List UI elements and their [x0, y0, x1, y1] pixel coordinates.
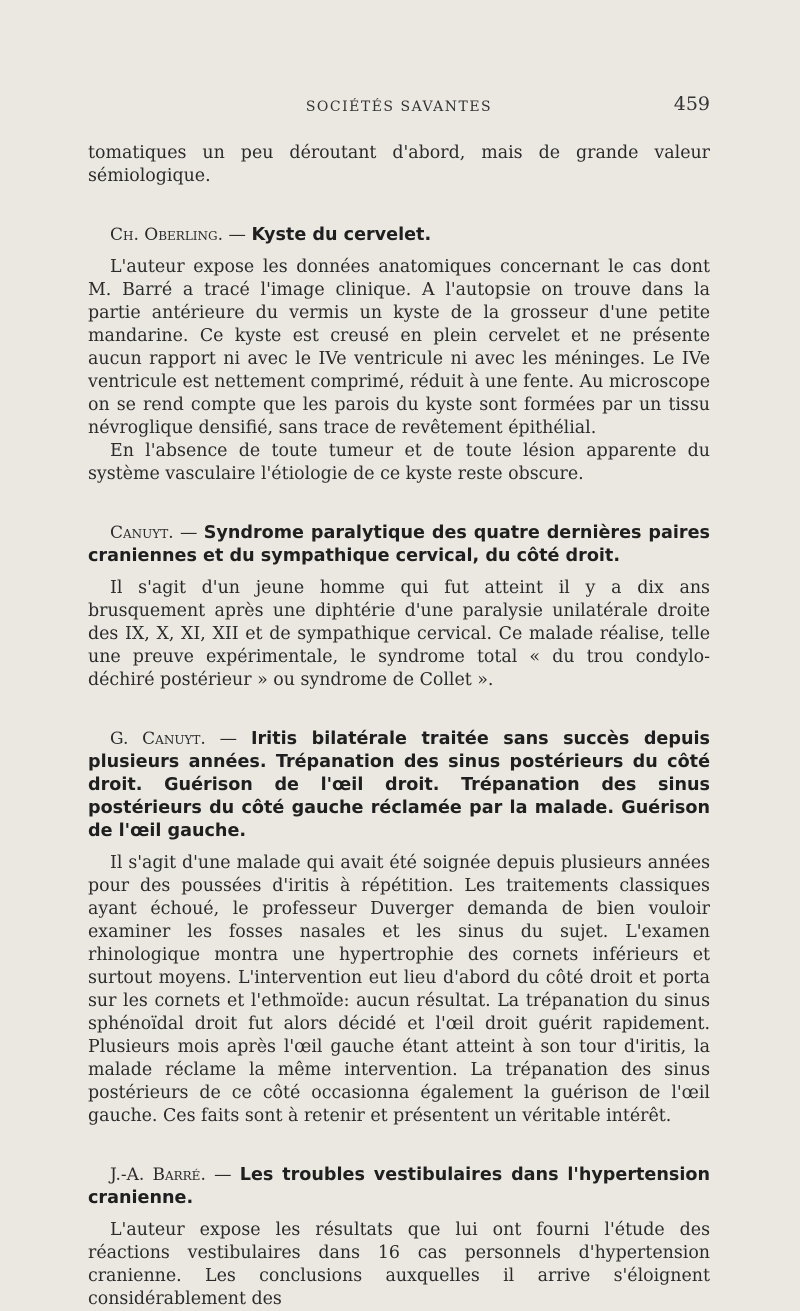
title-dash: —: [173, 523, 204, 543]
section-title-oberling: [88, 224, 710, 247]
author-name: Ch. Oberling.: [110, 225, 224, 245]
section-heading: Kyste du cervelet.: [251, 225, 432, 245]
continuation-paragraph: tomatiques un peu déroutant d'abord, mais de grande valeur sémiologique.: [88, 143, 710, 186]
title-dash: —: [205, 1165, 240, 1185]
title-dash: —: [205, 729, 251, 749]
section-heading: Iritis bilatérale traitée sans succès depuis plusieurs années. Trépanation des sinus postérieurs du côté droit. Guérison de l'œil droit. Trépanation des sinus postérieurs du côté gauche réclamée par la malade. Guérison de l'œil gauche.: [88, 729, 710, 841]
body-paragraph: L'auteur expose les résultats que lui ont fourni l'étude des réactions vestibulaires dans 16 cas personnels d'hypertension cranienne. Les conclusions auxquelles il arrive s'éloignent considérablement des: [88, 1220, 710, 1309]
author-name: Canuyt.: [110, 523, 174, 543]
body-paragraph: En l'absence de toute tumeur et de toute lésion apparente du système vasculaire l'étiologie de ce kyste reste obscure.: [88, 441, 710, 484]
section-heading: Les troubles vestibulaires dans l'hypertension cranienne.: [88, 1165, 710, 1208]
section-title-canuyt: [88, 522, 710, 568]
section-title-barre: [88, 1164, 710, 1210]
author-name: J.-A. Barré.: [110, 1165, 206, 1185]
section-heading: Syndrome paralytique des quatre dernières paires craniennes et du sympathique cervical, du côté droit.: [88, 523, 710, 566]
title-dash: —: [223, 225, 252, 245]
page-number: 459: [673, 93, 710, 115]
body-paragraph: L'auteur expose les données anatomiques concernant le cas dont M. Barré a tracé l'image clinique. A l'autopsie on trouve dans la partie antérieure du vermis un kyste de la grosseur d'une petite mandarine. Ce kyste est creusé en plein cervelet et ne présente aucun rapport ni avec le IVe ventricule ni avec les méninges. Le IVe ventricule est nettement comprimé, réduit à une fente. Au microscope on se rend compte que les parois du kyste sont formées par un tissu névroglique densifié, sans trace de revêtement épithélial.: [88, 257, 710, 438]
body-paragraph: Il s'agit d'un jeune homme qui fut atteint il y a dix ans brusquement après une diphtérie d'une paralysie unilatérale droite des IX, X, XI, XII et de sympathique cervical. Ce malade réalise, telle une preuve expérimentale, le syndrome total « du trou condylo-déchiré postérieur » ou syndrome de Collet ».: [88, 578, 710, 690]
section-title-g-canuyt: [88, 728, 710, 843]
document-page: [88, 93, 710, 1311]
page-header: [88, 93, 710, 123]
running-head: SOCIÉTÉS SAVANTES: [305, 99, 493, 115]
author-name: G. Canuyt.: [110, 729, 206, 749]
body-paragraph: Il s'agit d'une malade qui avait été soignée depuis plusieurs années pour des poussées d'iritis à répétition. Les traitements classiques ayant échoué, le professeur Duverger demanda de bien vouloir examiner les fosses nasales et les sinus du sujet. L'examen rhinologique montra une hypertrophie des cornets inférieurs et surtout moyens. L'intervention eut lieu d'abord du côté droit et porta sur les cornets et l'ethmoïde: aucun résultat. La trépanation du sinus sphénoïdal droit fut alors décidé et l'œil droit guérit rapidement. Plusieurs mois après l'œil gauche étant atteint à son tour d'iritis, la malade réclame la même intervention. La trépanation des sinus postérieurs de ce côté occasionna également la guérison de l'œil gauche. Ces faits sont à retenir et présentent un véritable intérêt.: [88, 853, 710, 1126]
